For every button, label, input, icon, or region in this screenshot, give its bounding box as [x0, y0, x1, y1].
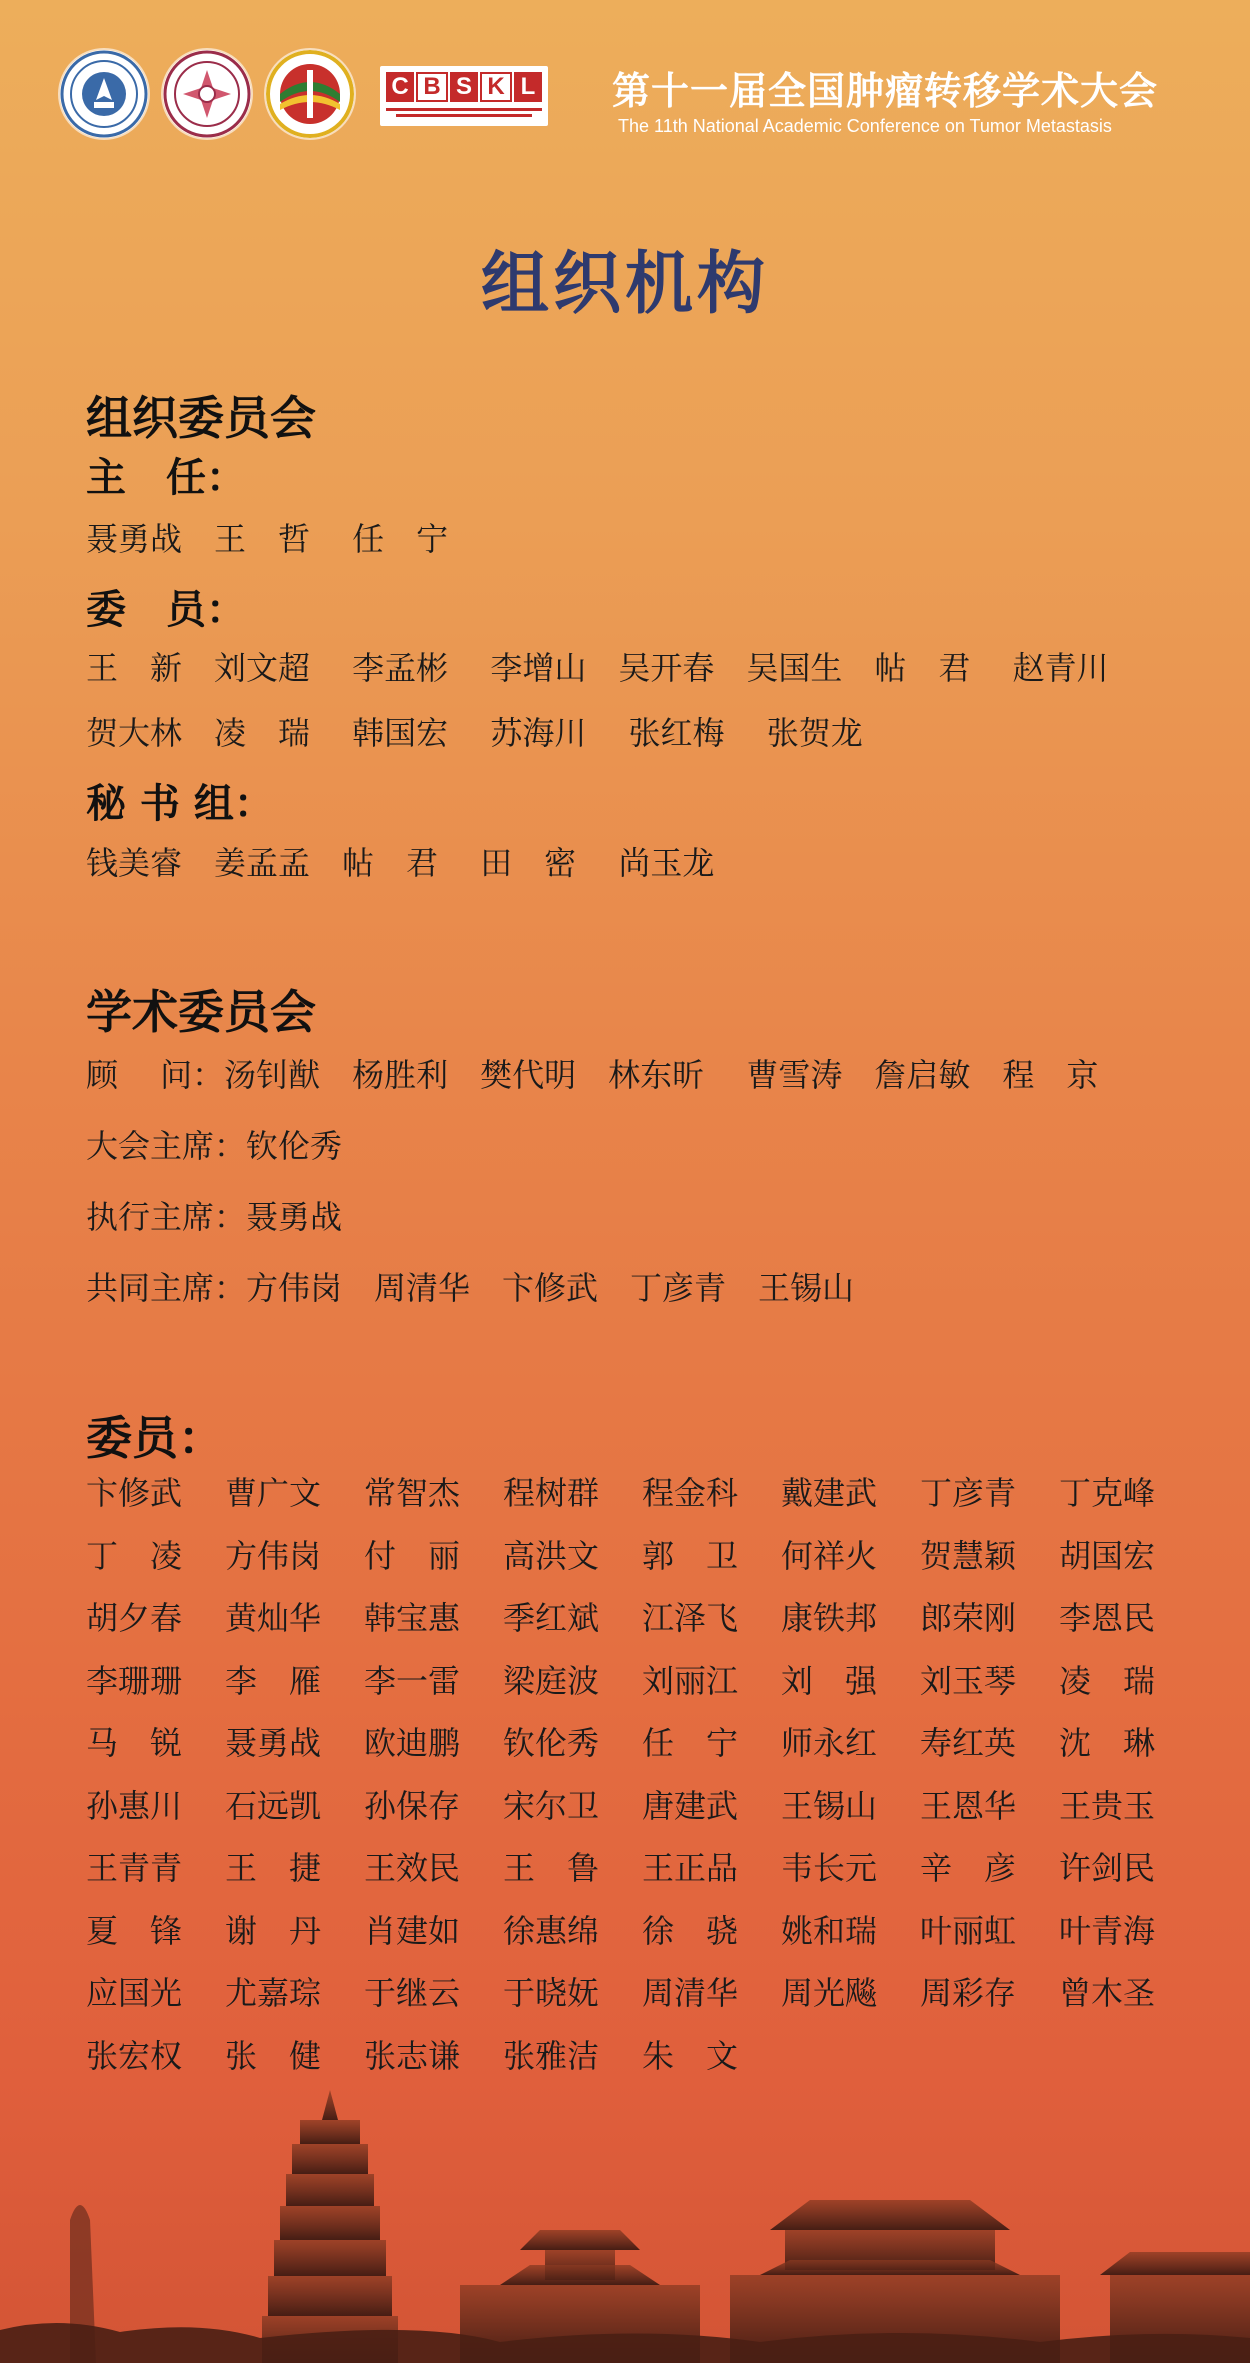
advisor-line: 顾 问：汤钊猷 杨胜利 樊代明 林东昕 曹雪涛 詹启敏 程 京 [86, 1056, 1099, 1094]
member-name: 胡国宏 [1059, 1536, 1156, 1575]
director-names: 聂勇战 王 哲 任 宁 [86, 520, 449, 558]
page-title: 组织机构 [480, 245, 769, 324]
cbskl-subtitle-lines [386, 106, 542, 120]
member-name: 江泽飞 [642, 1599, 739, 1637]
member-name: 徐惠绵 [503, 1911, 600, 1950]
members-grid [86, 1462, 1206, 2087]
member-name: 常智杰 [364, 1474, 461, 1512]
hospital-seal-icon [163, 50, 251, 138]
member-name: 肖建如 [364, 1911, 461, 1950]
member-name: 王 捷 [225, 1849, 322, 1887]
conference-chair-line: 大会主席：钦伦秀 [86, 1127, 343, 1165]
conference-title-en: The 11th National Academic Conference on Tumor Metastasis [618, 116, 1112, 136]
member-name: 韩宝惠 [364, 1599, 461, 1637]
members-row [86, 1525, 1206, 1588]
member-name: 辛 彦 [920, 1849, 1017, 1887]
member-name: 周光飚 [781, 1974, 878, 2012]
member-name: 唐建武 [642, 1786, 739, 1825]
member-name: 李恩民 [1059, 1599, 1156, 1637]
cbskl-lettermark [386, 72, 542, 102]
member-name: 王正品 [642, 1849, 739, 1887]
member-name: 胡夕春 [86, 1599, 183, 1637]
member-name: 叶青海 [1059, 1911, 1156, 1950]
secretary-label: 秘 书 组： [86, 781, 274, 827]
member-name: 孙惠川 [86, 1786, 183, 1825]
academic-committee-heading: 学术委员会 [86, 985, 316, 1039]
member-name: 王 鲁 [503, 1849, 600, 1887]
executive-chair-line: 执行主席：聂勇战 [86, 1198, 343, 1236]
member-name: 张宏权 [86, 2036, 183, 2075]
member-name: 黄灿华 [225, 1599, 322, 1637]
member-names-line-2: 贺大林 凌 瑞 韩国宏 苏海川 张红梅 张贺龙 [86, 714, 863, 752]
member-name: 任 宁 [642, 1724, 739, 1762]
member-name: 方伟岗 [225, 1536, 322, 1575]
member-name: 师永红 [781, 1724, 878, 1762]
member-names-line-1: 王 新 刘文超 李孟彬 李增山 吴开春 吴国生 帖 君 赵青川 [86, 649, 1109, 687]
member-name: 丁 凌 [86, 1536, 183, 1575]
university-seal-icon [60, 50, 148, 138]
member-name: 许剑民 [1059, 1849, 1156, 1887]
member-name: 夏 锋 [86, 1911, 183, 1950]
member-name: 谢 丹 [225, 1911, 322, 1950]
member-name: 程金科 [642, 1474, 739, 1512]
header-banner [0, 0, 1250, 190]
member-name: 王贵玉 [1059, 1786, 1156, 1825]
member-name: 欧迪鹏 [364, 1724, 461, 1762]
member-name: 丁彦青 [920, 1474, 1017, 1512]
university-logo-2 [163, 50, 251, 138]
members-heading: 委员： [86, 1411, 224, 1465]
organizing-committee-heading: 组织委员会 [86, 391, 316, 445]
member-name: 康铁邦 [781, 1599, 878, 1637]
members-row [86, 1650, 1206, 1713]
member-name: 朱 文 [642, 2036, 739, 2075]
member-name: 石远凯 [225, 1786, 322, 1825]
member-name: 丁克峰 [1059, 1474, 1156, 1512]
cbskl-letter: B [416, 72, 448, 102]
member-name: 宋尔卫 [503, 1786, 600, 1825]
member-name: 季红斌 [503, 1599, 600, 1637]
member-name: 韦长元 [781, 1849, 878, 1887]
member-name: 马 锐 [86, 1724, 183, 1762]
member-name: 寿红英 [920, 1724, 1017, 1762]
member-name: 刘丽江 [642, 1661, 739, 1700]
members-row [86, 1837, 1206, 1900]
members-row [86, 1462, 1206, 1525]
member-name: 王青青 [86, 1849, 183, 1887]
member-name: 贺慧颖 [920, 1536, 1017, 1575]
member-name: 卞修武 [86, 1474, 183, 1512]
member-name: 张雅洁 [503, 2036, 600, 2075]
society-logo [266, 50, 354, 138]
member-name: 戴建武 [781, 1474, 878, 1512]
cbskl-logo [380, 66, 548, 126]
member-name: 周彩存 [920, 1974, 1017, 2012]
members-row [86, 2025, 1206, 2088]
member-name: 王恩华 [920, 1786, 1017, 1825]
member-name: 于继云 [364, 1974, 461, 2012]
members-row [86, 1900, 1206, 1963]
member-label: 委 员： [86, 587, 246, 633]
member-name: 李珊珊 [86, 1661, 183, 1700]
member-name: 尤嘉琮 [225, 1974, 322, 2012]
member-name: 钦伦秀 [503, 1724, 600, 1762]
secretary-names: 钱美睿 姜孟孟 帖 君 田 密 尚玉龙 [86, 844, 715, 882]
member-name: 聂勇战 [225, 1724, 322, 1762]
member-name: 郭 卫 [642, 1536, 739, 1575]
member-name: 徐 骁 [642, 1911, 739, 1950]
member-name: 何祥火 [781, 1536, 878, 1575]
cbskl-letter: K [480, 72, 512, 102]
member-name: 李 雁 [225, 1661, 322, 1700]
member-name: 曾木圣 [1059, 1974, 1156, 2012]
cbskl-letter: L [514, 72, 542, 102]
conference-title-cn: 第十一届全国肿瘤转移学术大会 [612, 69, 1159, 113]
member-name: 刘玉琴 [920, 1661, 1017, 1700]
cbskl-letter: S [450, 72, 478, 102]
member-name: 王效民 [364, 1849, 461, 1887]
member-name: 叶丽虹 [920, 1911, 1017, 1950]
member-name: 沈 琳 [1059, 1724, 1156, 1762]
members-row [86, 1962, 1206, 2025]
member-name: 孙保存 [364, 1786, 461, 1825]
co-chair-line: 共同主席：方伟岗 周清华 卞修武 丁彦青 王锡山 [86, 1269, 855, 1307]
cbskl-letter: C [386, 72, 414, 102]
member-name: 姚和瑞 [781, 1911, 878, 1950]
members-row [86, 1587, 1206, 1650]
members-row [86, 1775, 1206, 1838]
member-name: 张志谦 [364, 2036, 461, 2075]
member-name: 应国光 [86, 1974, 183, 2012]
member-name: 曹广文 [225, 1474, 322, 1512]
member-name: 郎荣刚 [920, 1599, 1017, 1637]
members-row [86, 1712, 1206, 1775]
member-name: 梁庭波 [503, 1661, 600, 1700]
member-name: 周清华 [642, 1974, 739, 2012]
member-name: 王锡山 [781, 1786, 878, 1825]
member-name: 于晓妩 [503, 1974, 600, 2012]
university-logo-1 [60, 50, 148, 138]
xian-skyline-illustration [0, 2080, 1250, 2363]
member-name: 凌 瑞 [1059, 1661, 1156, 1700]
member-name: 付 丽 [364, 1536, 461, 1575]
member-name: 刘 强 [781, 1661, 878, 1700]
member-name: 程树群 [503, 1474, 600, 1512]
member-name: 张 健 [225, 2036, 322, 2075]
member-name: 李一雷 [364, 1661, 461, 1700]
director-label: 主 任： [86, 455, 246, 501]
member-name: 高洪文 [503, 1536, 600, 1575]
society-emblem-icon [266, 50, 354, 138]
